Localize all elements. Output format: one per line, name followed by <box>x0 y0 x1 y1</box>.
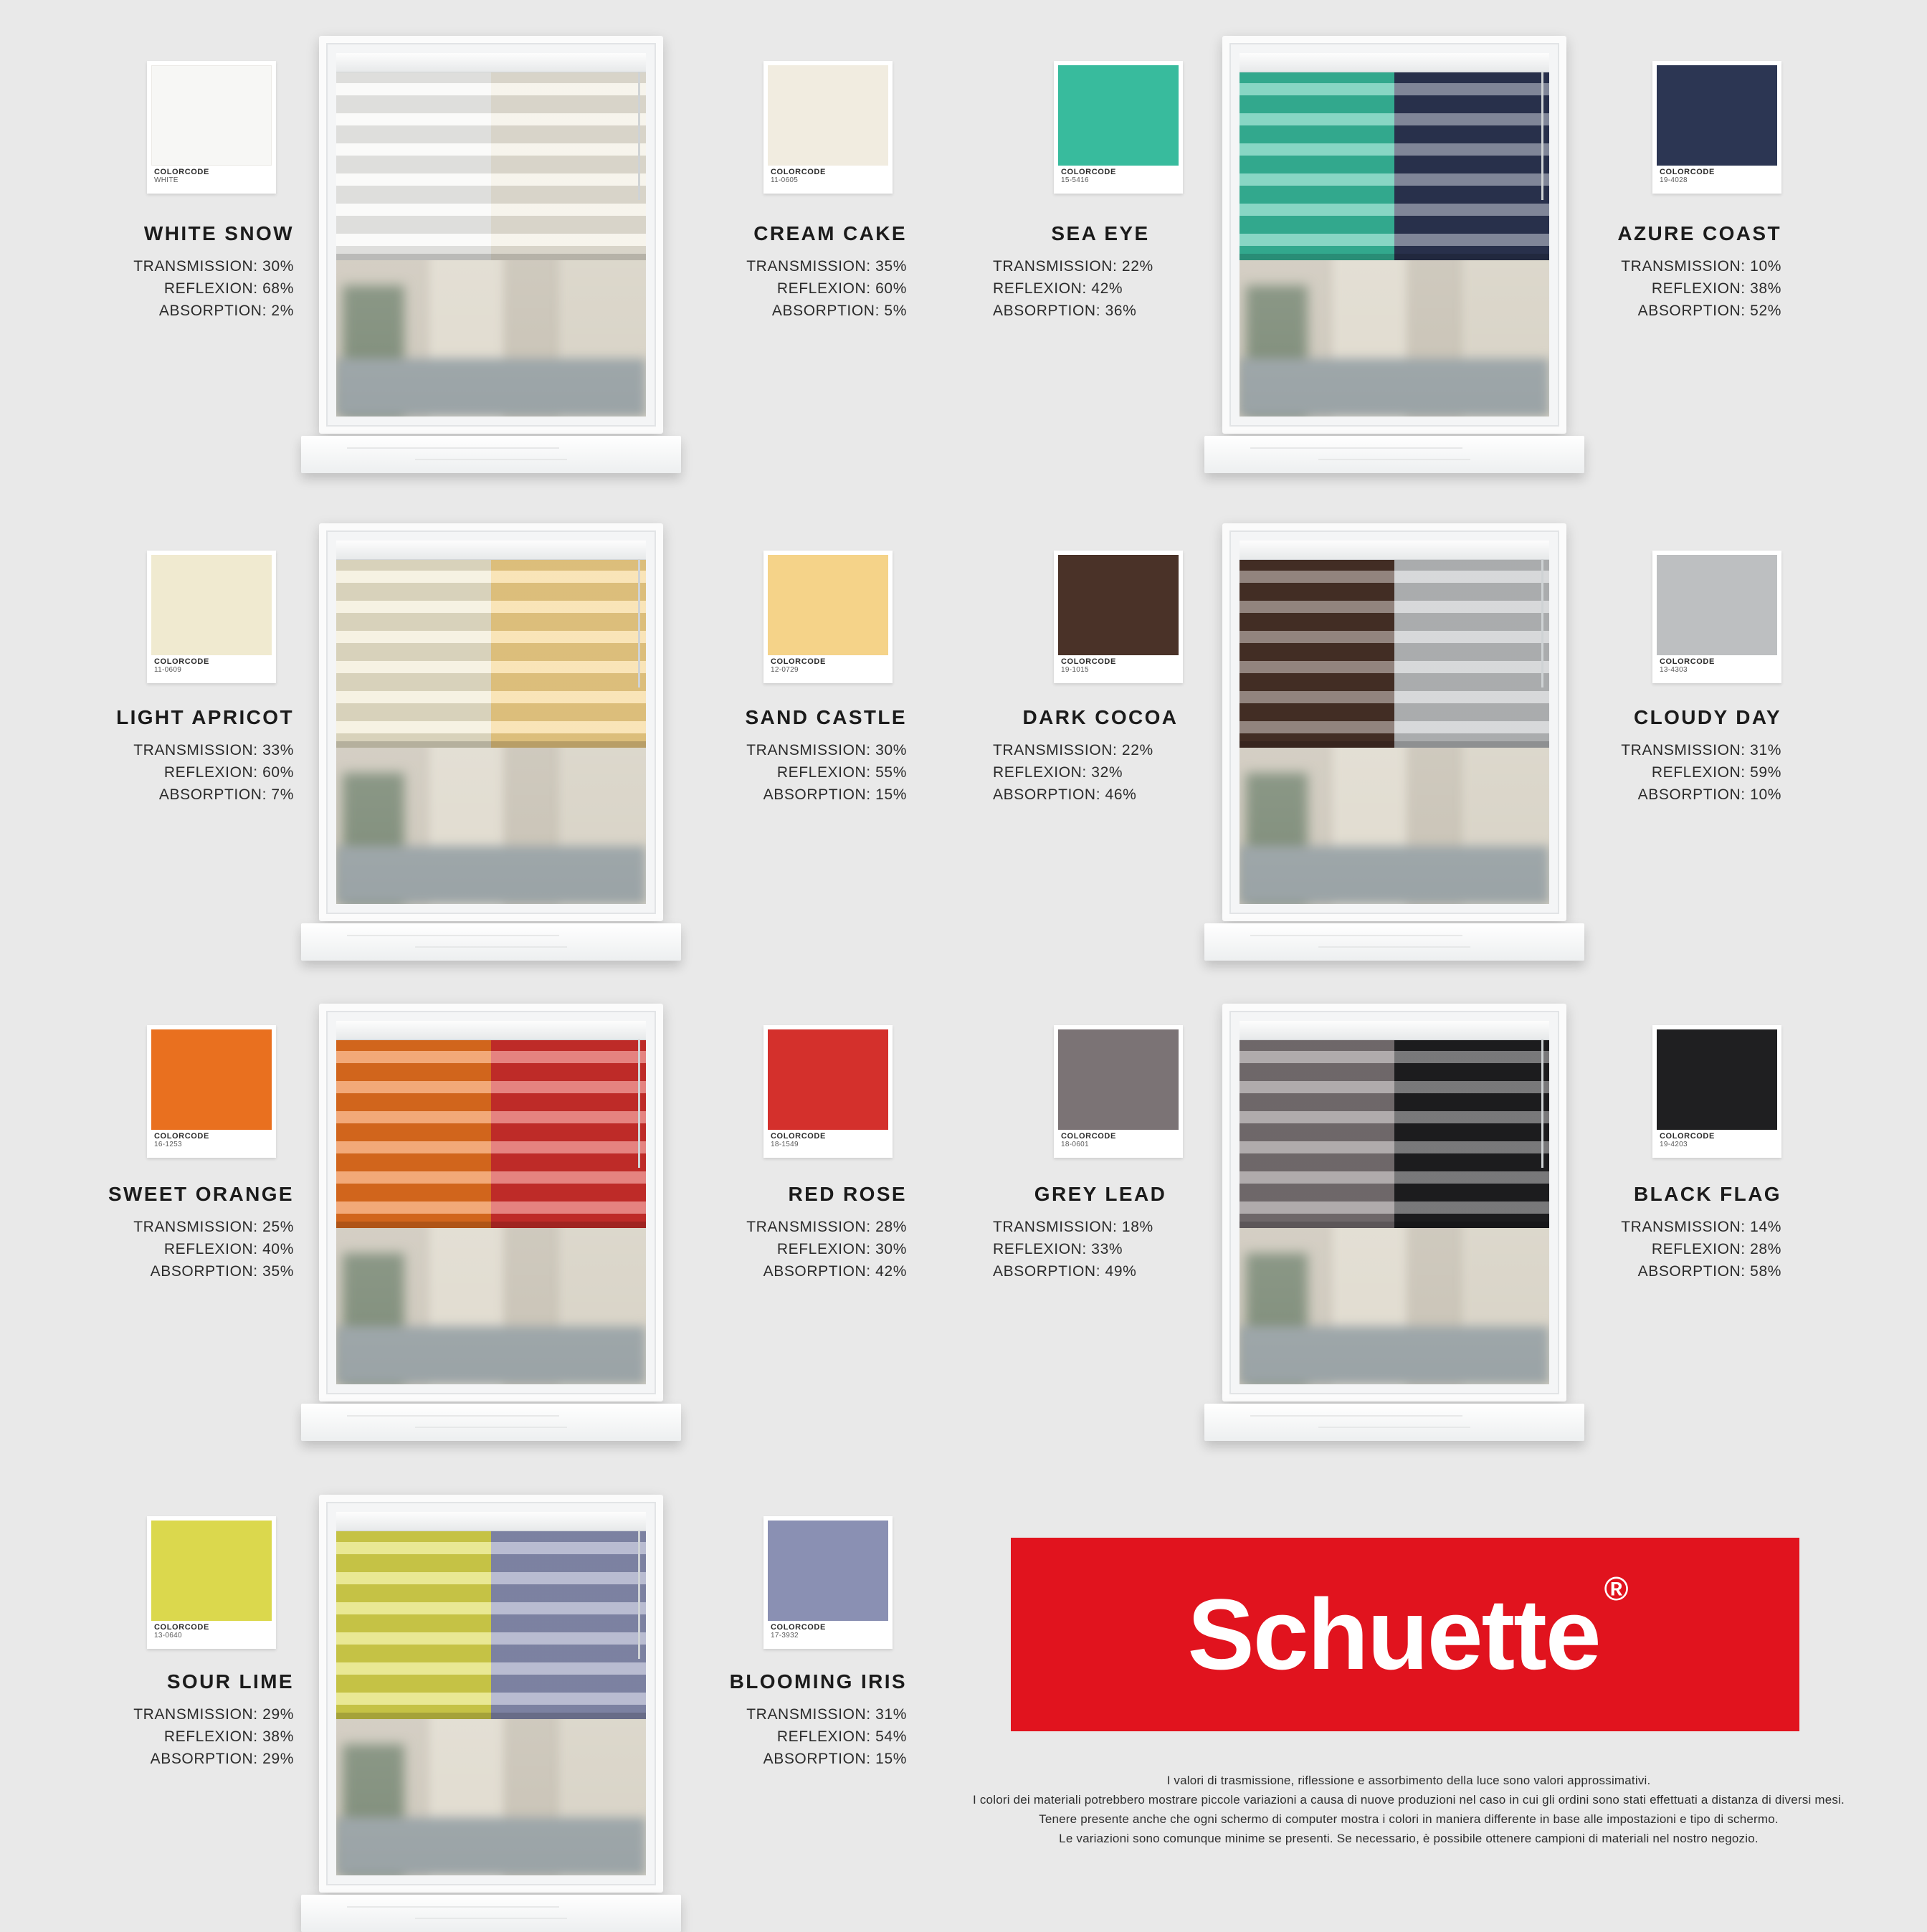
colorcode-label: COLORCODE <box>154 1623 209 1632</box>
transmission-value: TRANSMISSION: 30% <box>746 742 907 758</box>
swatch-light-apricot <box>147 551 276 683</box>
blind-half-right <box>1394 541 1549 748</box>
reflexion-value: REFLEXION: 60% <box>776 280 907 297</box>
blind-half-left <box>336 1512 491 1719</box>
info-white-snow <box>0 222 294 322</box>
info-sour-lime <box>0 1670 294 1770</box>
colorcode-value: 13-4303 <box>1660 666 1688 674</box>
brand-name <box>1187 1570 1627 1693</box>
info-light-apricot <box>0 706 294 806</box>
disclaimer-line-4: Le variazioni sono comunque minime se presenti. Se necessario, è possibile ottenere campioni di materiali nel nostro negozio. <box>1059 1832 1759 1845</box>
window-frame <box>319 1004 663 1402</box>
reflexion-value: REFLEXION: 32% <box>993 764 1123 781</box>
product-name: CREAM CAKE <box>753 222 907 244</box>
product-name: SOUR LIME <box>166 1670 294 1693</box>
window-frame <box>319 523 663 921</box>
swatch-white-snow <box>147 61 276 194</box>
blind-cassette <box>336 53 646 72</box>
colorcode-value: 12-0729 <box>771 666 799 674</box>
colorcode-label: COLORCODE <box>771 1132 826 1141</box>
color-chip <box>768 65 888 166</box>
window-preview-sour-lime-blooming-iris <box>301 1473 681 1932</box>
blind-cassette <box>336 1512 646 1531</box>
product-name: BLACK FLAG <box>1634 1183 1781 1205</box>
blind-cassette <box>1240 541 1549 560</box>
window-sill <box>301 1895 681 1932</box>
colorcode-value: 18-1549 <box>771 1141 799 1148</box>
colorcode-label: COLORCODE <box>771 657 826 666</box>
colorcode-label: COLORCODE <box>1660 1132 1715 1141</box>
absorption-value: ABSORPTION: 42% <box>763 1263 907 1280</box>
colorcode-label: COLORCODE <box>1660 168 1715 176</box>
product-name: LIGHT APRICOT <box>116 706 294 728</box>
absorption-value: ABSORPTION: 35% <box>150 1263 294 1280</box>
transmission-value: TRANSMISSION: 22% <box>993 258 1153 275</box>
window-glass <box>1240 541 1549 904</box>
window-preview-light-apricot-sand-castle <box>301 502 681 961</box>
absorption-value: ABSORPTION: 36% <box>993 303 1137 319</box>
reflexion-value: REFLEXION: 30% <box>776 1241 907 1257</box>
colorcode-label: COLORCODE <box>154 168 209 176</box>
product-name: DARK COCOA <box>1022 706 1179 728</box>
window-sill <box>1204 436 1584 473</box>
reflexion-value: REFLEXION: 59% <box>1651 764 1781 781</box>
absorption-value: ABSORPTION: 49% <box>993 1263 1137 1280</box>
blind-half-left <box>1240 1021 1394 1228</box>
absorption-value: ABSORPTION: 5% <box>771 303 907 319</box>
color-chip <box>1058 65 1179 166</box>
blind-half-right <box>1394 53 1549 260</box>
absorption-value: ABSORPTION: 58% <box>1637 1263 1781 1280</box>
color-chip <box>1058 1029 1179 1130</box>
color-chip <box>151 65 272 166</box>
transmission-value: TRANSMISSION: 18% <box>993 1219 1153 1235</box>
color-chip <box>768 1521 888 1621</box>
colorcode-value: 19-4203 <box>1660 1141 1688 1148</box>
window-sill <box>1204 923 1584 961</box>
window-glass <box>336 53 646 417</box>
color-chip <box>1058 555 1179 655</box>
product-name: SEA EYE <box>1051 222 1150 244</box>
blind-chain <box>638 1531 640 1659</box>
swatch-black-flag <box>1652 1025 1781 1158</box>
brand-name-text: Schuette <box>1187 1578 1600 1690</box>
disclaimer-line-1: I valori di trasmissione, riflessione e assorbimento della luce sono valori approssimativi. <box>1166 1774 1651 1787</box>
swatch-cream-cake <box>763 61 893 194</box>
window-preview-sea-eye-azure-coast <box>1204 14 1584 473</box>
swatch-azure-coast <box>1652 61 1781 194</box>
colorcode-label: COLORCODE <box>1660 657 1715 666</box>
window-frame <box>1222 36 1566 434</box>
disclaimer-line-2: I colori dei materiali potrebbero mostrare piccole variazioni a causa di nuove produzioni nel caso in cui gli ordini sono stati effettuati a distanza di diversi mesi. <box>973 1793 1845 1807</box>
disclaimer-line-3: Tenere presente anche che ogni schermo di computer mostra i colori in maniera differente in base alle impostazioni e tipo di schermo. <box>1039 1812 1779 1826</box>
reflexion-value: REFLEXION: 38% <box>1651 280 1781 297</box>
blind-cassette <box>336 541 646 560</box>
window-preview-white-snow-cream-cake <box>301 14 681 473</box>
window-glass <box>336 541 646 904</box>
blind-half-right <box>491 1512 646 1719</box>
swatch-red-rose <box>763 1025 893 1158</box>
transmission-value: TRANSMISSION: 25% <box>133 1219 294 1235</box>
absorption-value: ABSORPTION: 7% <box>158 786 294 803</box>
transmission-value: TRANSMISSION: 31% <box>1621 742 1781 758</box>
window-glass <box>1240 1021 1549 1384</box>
window-preview-grey-lead-black-flag <box>1204 982 1584 1441</box>
transmission-value: TRANSMISSION: 31% <box>746 1706 907 1723</box>
registered-mark: ® <box>1604 1570 1627 1608</box>
transmission-value: TRANSMISSION: 22% <box>993 742 1153 758</box>
colorcode-value: 19-1015 <box>1061 666 1089 674</box>
window-glass <box>336 1021 646 1384</box>
swatch-blooming-iris <box>763 1516 893 1649</box>
product-name: WHITE SNOW <box>143 222 294 244</box>
absorption-value: ABSORPTION: 46% <box>993 786 1137 803</box>
product-name: SWEET ORANGE <box>108 1183 294 1205</box>
blind-chain <box>1541 1039 1543 1168</box>
transmission-value: TRANSMISSION: 35% <box>746 258 907 275</box>
transmission-value: TRANSMISSION: 33% <box>133 742 294 758</box>
reflexion-value: REFLEXION: 54% <box>776 1728 907 1745</box>
transmission-value: TRANSMISSION: 14% <box>1621 1219 1781 1235</box>
blind-half-left <box>336 541 491 748</box>
color-chip <box>1657 65 1777 166</box>
blind-sample <box>336 1512 646 1719</box>
product-name: BLOOMING IRIS <box>729 1670 907 1693</box>
window-sill <box>301 1404 681 1441</box>
window-sill <box>301 923 681 961</box>
reflexion-value: REFLEXION: 38% <box>163 1728 294 1745</box>
window-preview-dark-cocoa-cloudy-day <box>1204 502 1584 961</box>
blind-sample <box>1240 53 1549 260</box>
swatch-cloudy-day <box>1652 551 1781 683</box>
transmission-value: TRANSMISSION: 10% <box>1621 258 1781 275</box>
color-chip <box>151 555 272 655</box>
reflexion-value: REFLEXION: 33% <box>993 1241 1123 1257</box>
blind-chain <box>638 559 640 687</box>
colorcode-value: 15-5416 <box>1061 176 1089 184</box>
colorcode-value: 11-0609 <box>154 666 182 674</box>
colorcode-label: COLORCODE <box>154 657 209 666</box>
colorcode-label: COLORCODE <box>154 1132 209 1141</box>
reflexion-value: REFLEXION: 55% <box>776 764 907 781</box>
colorcode-label: COLORCODE <box>771 1623 826 1632</box>
swatch-sweet-orange <box>147 1025 276 1158</box>
reflexion-value: REFLEXION: 28% <box>1651 1241 1781 1257</box>
colorcode-value: 13-0640 <box>154 1632 182 1640</box>
absorption-value: ABSORPTION: 2% <box>158 303 294 319</box>
reflexion-value: REFLEXION: 42% <box>993 280 1123 297</box>
reflexion-value: REFLEXION: 68% <box>163 280 294 297</box>
colorcode-label: COLORCODE <box>771 168 826 176</box>
colorcode-value: 19-4028 <box>1660 176 1688 184</box>
blind-chain <box>638 72 640 200</box>
colorcode-value: WHITE <box>154 176 179 184</box>
absorption-value: ABSORPTION: 52% <box>1637 303 1781 319</box>
transmission-value: TRANSMISSION: 30% <box>133 258 294 275</box>
colorcode-label: COLORCODE <box>1061 1132 1116 1141</box>
blind-cassette <box>1240 53 1549 72</box>
color-chip <box>151 1029 272 1130</box>
swatch-sea-eye <box>1054 61 1183 194</box>
absorption-value: ABSORPTION: 10% <box>1637 786 1781 803</box>
blind-chain <box>1541 72 1543 200</box>
window-glass <box>336 1512 646 1875</box>
swatch-grey-lead <box>1054 1025 1183 1158</box>
blind-cassette <box>336 1021 646 1040</box>
window-frame <box>319 36 663 434</box>
blind-half-right <box>491 541 646 748</box>
window-frame <box>1222 523 1566 921</box>
reflexion-value: REFLEXION: 60% <box>163 764 294 781</box>
blind-half-left <box>1240 541 1394 748</box>
colorcode-label: COLORCODE <box>1061 657 1116 666</box>
blind-half-right <box>491 1021 646 1228</box>
transmission-value: TRANSMISSION: 29% <box>133 1706 294 1723</box>
blind-sample <box>336 53 646 260</box>
swatch-dark-cocoa <box>1054 551 1183 683</box>
blind-half-left <box>336 53 491 260</box>
absorption-value: ABSORPTION: 15% <box>763 1751 907 1767</box>
colorcode-label: COLORCODE <box>1061 168 1116 176</box>
info-sweet-orange <box>0 1183 294 1283</box>
colorcode-value: 11-0605 <box>771 176 799 184</box>
colorcode-value: 16-1253 <box>154 1141 182 1148</box>
product-name: GREY LEAD <box>1034 1183 1167 1205</box>
reflexion-value: REFLEXION: 40% <box>163 1241 294 1257</box>
disclaimer <box>946 1771 1871 1848</box>
blind-cassette <box>1240 1021 1549 1040</box>
blind-chain <box>1541 559 1543 687</box>
absorption-value: ABSORPTION: 15% <box>763 786 907 803</box>
window-sill <box>301 436 681 473</box>
color-chip <box>768 1029 888 1130</box>
window-glass <box>1240 53 1549 417</box>
blind-half-left <box>1240 53 1394 260</box>
colorcode-value: 17-3932 <box>771 1632 799 1640</box>
blind-sample <box>336 1021 646 1228</box>
absorption-value: ABSORPTION: 29% <box>150 1751 294 1767</box>
color-chip <box>151 1521 272 1621</box>
brand-logo <box>1011 1538 1799 1731</box>
swatch-sand-castle <box>763 551 893 683</box>
product-name: RED ROSE <box>788 1183 907 1205</box>
blind-half-left <box>336 1021 491 1228</box>
blind-chain <box>638 1039 640 1168</box>
transmission-value: TRANSMISSION: 28% <box>746 1219 907 1235</box>
color-chip <box>768 555 888 655</box>
product-name: AZURE COAST <box>1617 222 1781 244</box>
window-sill <box>1204 1404 1584 1441</box>
blind-sample <box>1240 1021 1549 1228</box>
blind-half-right <box>1394 1021 1549 1228</box>
window-preview-sweet-orange-red-rose <box>301 982 681 1441</box>
blind-sample <box>336 541 646 748</box>
product-name: SAND CASTLE <box>745 706 907 728</box>
color-chip <box>1657 1029 1777 1130</box>
window-frame <box>319 1495 663 1893</box>
blind-sample <box>1240 541 1549 748</box>
color-chip <box>1657 555 1777 655</box>
swatch-sour-lime <box>147 1516 276 1649</box>
window-frame <box>1222 1004 1566 1402</box>
blind-half-right <box>491 53 646 260</box>
colorcode-value: 18-0601 <box>1061 1141 1089 1148</box>
product-name: CLOUDY DAY <box>1633 706 1781 728</box>
